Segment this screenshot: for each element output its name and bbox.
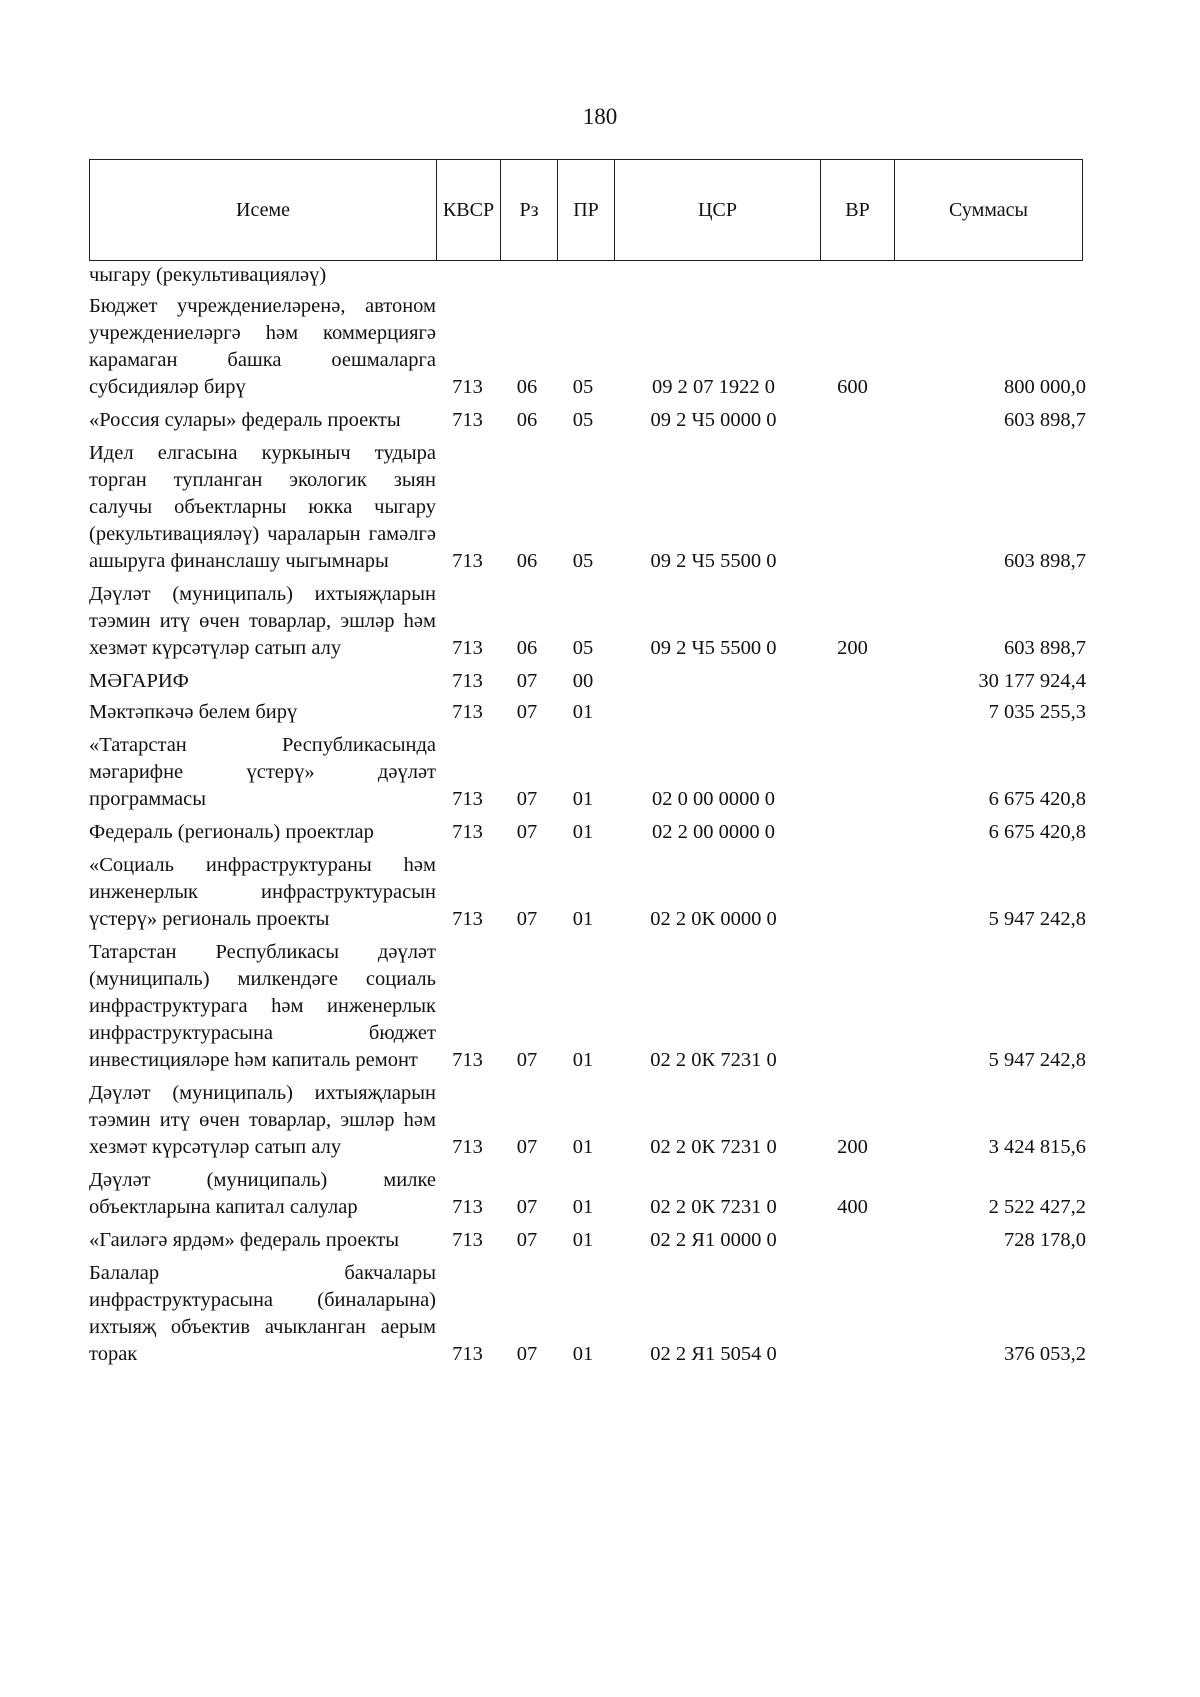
row-name: чыгару (рекультивациялəү) <box>89 264 327 286</box>
row-csr: 09 2 Ч5 5500 0 <box>650 550 777 572</box>
table-row <box>89 668 1094 695</box>
table-row <box>89 262 1094 289</box>
row-vr: 200 <box>837 637 868 659</box>
row-name: Мəктəпкəчə белем бирү <box>89 701 298 723</box>
row-rz: 06 <box>516 376 538 398</box>
row-csr: 09 2 Ч5 5500 0 <box>650 637 777 659</box>
row-csr: 02 2 0К 7231 0 <box>650 1136 777 1158</box>
row-pr: 01 <box>572 788 594 810</box>
table-row <box>89 699 1094 726</box>
row-kvsr: 713 <box>452 637 483 659</box>
table-row <box>89 1227 1094 1254</box>
row-rz: 07 <box>516 670 538 692</box>
table-row <box>89 1260 1094 1368</box>
row-vr: 600 <box>837 376 868 398</box>
row-rz: 07 <box>516 908 538 930</box>
row-csr: 09 2 07 1922 0 <box>652 376 775 398</box>
row-name: Идел елгасына куркыныч тудыра торган тупланган экологик зыян салучы объектларны юкка чыгару (рекультивациялəү) чараларын гамəлгə ашыруга финанслашу чыгымнары <box>89 442 436 572</box>
row-name: Федераль (региональ) проектлар <box>89 821 374 843</box>
row-name: Дəүлəт (муниципаль) милке объектларына капитал салулар <box>89 1169 436 1218</box>
row-name: Балалар бакчалары инфраструктурасына (биналарына) ихтыяҗ объектив ачыкланган аерым торак <box>89 1262 436 1365</box>
row-sum: 728 178,0 <box>1004 1229 1086 1251</box>
row-pr: 01 <box>572 821 594 843</box>
row-name: Бюджет учреждениелəренə, автоном учреждениелəргə һəм коммерциягə карамаган башка оешмаларга субсидиялəр бирү <box>89 295 436 398</box>
table-row <box>89 852 1094 933</box>
row-kvsr: 713 <box>452 1343 483 1365</box>
row-kvsr: 713 <box>452 550 483 572</box>
row-pr: 01 <box>572 908 594 930</box>
row-vr: 400 <box>837 1196 868 1218</box>
table-row <box>89 293 1094 401</box>
row-rz: 06 <box>516 550 538 572</box>
row-name: Дəүлəт (муниципаль) ихтыяҗларын тəэмин итү өчен товарлар, эшлəр һəм хезмəт күрсəтүлəр сатып алу <box>89 1082 436 1158</box>
row-sum: 603 898,7 <box>1004 409 1086 431</box>
row-rz: 07 <box>516 1196 538 1218</box>
header-kvsr: КВСР <box>437 160 501 261</box>
table-row <box>89 407 1094 434</box>
row-pr: 05 <box>572 637 594 659</box>
row-sum: 30 177 924,4 <box>978 670 1086 692</box>
row-pr: 01 <box>572 1343 594 1365</box>
row-kvsr: 713 <box>452 701 483 723</box>
row-csr: 09 2 Ч5 0000 0 <box>650 409 777 431</box>
row-pr: 01 <box>572 1136 594 1158</box>
table-body <box>89 262 1094 1374</box>
row-sum: 800 000,0 <box>1004 376 1086 398</box>
row-rz: 07 <box>516 1049 538 1071</box>
row-kvsr: 713 <box>452 670 483 692</box>
row-kvsr: 713 <box>452 908 483 930</box>
table-row <box>89 440 1094 575</box>
row-name: «Социаль инфраструктураны һəм инженерлык инфраструктурасын үстерү» региональ проекты <box>89 854 436 930</box>
row-rz: 07 <box>516 788 538 810</box>
row-csr: 02 2 0К 7231 0 <box>650 1049 777 1071</box>
row-pr: 05 <box>572 376 594 398</box>
row-kvsr: 713 <box>452 1136 483 1158</box>
row-kvsr: 713 <box>452 1229 483 1251</box>
row-name: «Россия сулары» федераль проекты <box>89 409 401 431</box>
row-kvsr: 713 <box>452 821 483 843</box>
row-kvsr: 713 <box>452 788 483 810</box>
row-pr: 01 <box>572 701 594 723</box>
row-kvsr: 713 <box>452 409 483 431</box>
row-kvsr: 713 <box>452 1049 483 1071</box>
row-rz: 07 <box>516 701 538 723</box>
row-sum: 6 675 420,8 <box>988 788 1086 810</box>
row-rz: 07 <box>516 1136 538 1158</box>
row-sum: 376 053,2 <box>1004 1343 1086 1365</box>
header-pr: ПР <box>558 160 615 261</box>
row-csr: 02 2 0К 0000 0 <box>650 908 777 930</box>
row-kvsr: 713 <box>452 1196 483 1218</box>
row-csr: 02 2 Я1 0000 0 <box>650 1229 777 1251</box>
row-name: МƏГАРИФ <box>89 670 189 692</box>
header-csr: ЦСР <box>615 160 821 261</box>
row-name: Татарстан Республикасы дəүлəт (муниципаль) милкендəге социаль инфраструктурага һəм инженерлык инфраструктурасына бюджет инвестициялəре һəм капиталь ремонт <box>89 941 436 1071</box>
row-kvsr: 713 <box>452 376 483 398</box>
row-sum: 603 898,7 <box>1004 637 1086 659</box>
header-name: Исеме <box>90 160 437 261</box>
row-pr: 01 <box>572 1196 594 1218</box>
row-rz: 06 <box>516 637 538 659</box>
row-pr: 00 <box>572 670 594 692</box>
row-rz: 07 <box>516 1343 538 1365</box>
row-pr: 01 <box>572 1049 594 1071</box>
row-sum: 5 947 242,8 <box>988 1049 1086 1071</box>
header-rz: Рз <box>501 160 558 261</box>
row-sum: 6 675 420,8 <box>988 821 1086 843</box>
table-row <box>89 581 1094 662</box>
table-row <box>89 939 1094 1074</box>
row-csr: 02 2 Я1 5054 0 <box>650 1343 777 1365</box>
table-header <box>89 159 1083 261</box>
row-rz: 06 <box>516 409 538 431</box>
row-sum: 5 947 242,8 <box>988 908 1086 930</box>
table-row <box>89 1167 1094 1221</box>
row-csr: 02 0 00 0000 0 <box>652 788 775 810</box>
row-name: Дəүлəт (муниципаль) ихтыяҗларын тəэмин итү өчен товарлар, эшлəр һəм хезмəт күрсəтүлəр сатып алу <box>89 583 436 659</box>
row-rz: 07 <box>516 821 538 843</box>
row-csr: 02 2 00 0000 0 <box>652 821 775 843</box>
page-number: 180 <box>582 104 618 129</box>
row-sum: 2 522 427,2 <box>988 1196 1086 1218</box>
row-sum: 603 898,7 <box>1004 550 1086 572</box>
table-row <box>89 732 1094 813</box>
row-sum: 7 035 255,3 <box>988 701 1086 723</box>
header-vr: ВР <box>821 160 895 261</box>
table-row <box>89 1080 1094 1161</box>
row-pr: 05 <box>572 409 594 431</box>
header-sum: Суммасы <box>895 160 1083 261</box>
row-name: «Гаилəгə ярдəм» федераль проекты <box>89 1229 400 1251</box>
row-vr: 200 <box>837 1136 868 1158</box>
row-csr: 02 2 0К 7231 0 <box>650 1196 777 1218</box>
table-row <box>89 819 1094 846</box>
row-sum: 3 424 815,6 <box>988 1136 1086 1158</box>
row-rz: 07 <box>516 1229 538 1251</box>
row-name: «Татарстан Республикасында мəгарифне үстерү» дəүлəт программасы <box>89 734 436 810</box>
row-pr: 05 <box>572 550 594 572</box>
row-pr: 01 <box>572 1229 594 1251</box>
